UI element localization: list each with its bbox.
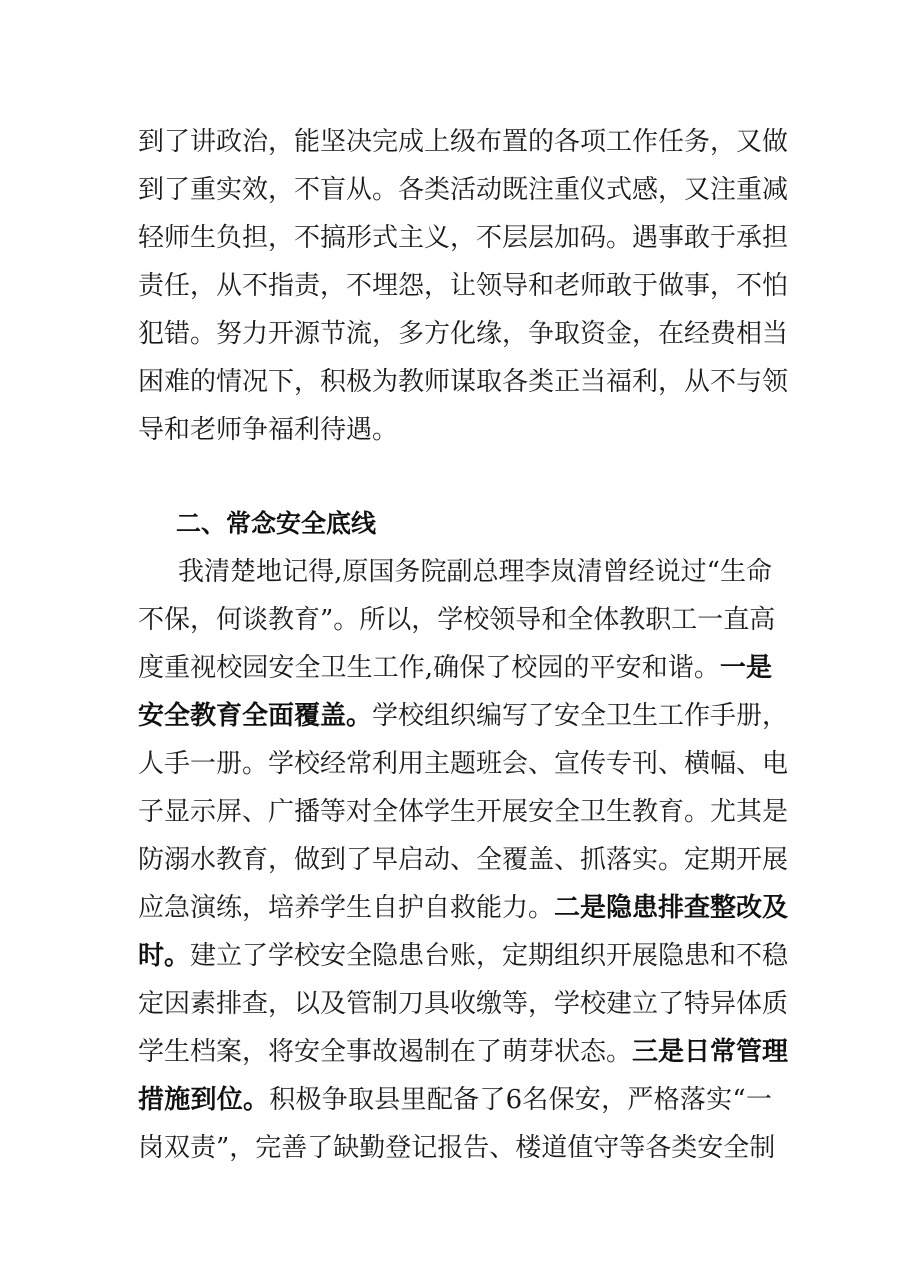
bold-keyword: 措施到位。 [138,1085,270,1115]
paragraph-line: 轻师生负担，不搞形式主义，不层层加码。遇事敢于承担 [138,223,789,253]
paragraph-line: 不保，何谈教育”。所以，学校领导和全体教职工一直高 [138,605,776,635]
paragraph-line: 困难的情况下，积极为教师谋取各类正当福利，从不与领 [138,367,789,397]
line-text: 度重视校园安全卫生工作,确保了校园的平安和谐。 [138,653,720,683]
line-text: 学校组织编写了安全卫生工作手册， [372,701,789,731]
bold-keyword: 一是 [719,653,772,683]
paragraph-line [138,644,772,692]
paragraph-line: 子显示屏、广播等对全体学生开展安全卫生教育。尤其是 [138,797,789,827]
line-text: 积极争取县里配备了6名保安，严格落实“一 [269,1085,772,1115]
paragraph-line [138,1076,772,1124]
paragraph-line [138,1028,789,1076]
bold-keyword: 二是隐患排查整改及 [554,893,789,923]
paragraph-line: 定因素排查，以及管制刀具收缴等，学校建立了特异体质 [138,989,789,1019]
paragraph-line: 到了讲政治，能坚决完成上级布置的各项工作任务，又做 [138,127,789,157]
paragraph-line: 责任，从不指责，不埋怨，让领导和老师敢于做事，不怕 [138,271,789,301]
line-text: 建立了学校安全隐患台账，定期组织开展隐患和不稳 [190,941,789,971]
paragraph-line [138,884,789,932]
bold-keyword: 三是日常管理 [632,1037,789,1067]
line-text: 学生档案，将安全事故遏制在了萌芽状态。 [138,1037,633,1067]
paragraph-line: 人手一册。学校经常利用主题班会、宣传专刊、横幅、电 [138,749,789,779]
paragraph-line: 岗双责”，完善了缺勤登记报告、楼道值守等各类安全制 [138,1133,776,1163]
paragraph-line [138,692,789,740]
line-text: 应急演练，培养学生自护自救能力。 [138,893,555,923]
bold-keyword: 安全教育全面覆盖。 [138,701,373,731]
paragraph-line: 到了重实效，不盲从。各类活动既注重仪式感，又注重减 [138,175,789,205]
paragraph-line: 我清楚地记得,原国务院副总理李岚清曾经说过“生命 [178,557,772,587]
paragraph-line: 防溺水教育，做到了早启动、全覆盖、抓落实。定期开展 [138,845,789,875]
paragraph-line [138,932,789,980]
bold-keyword: 时。 [138,941,191,971]
paragraph-line: 导和老师争福利待遇。 [138,415,399,445]
section-heading: 二、常念安全底线 [176,509,377,538]
paragraph-line: 犯错。努力开源节流，多方化缘，争取资金，在经费相当 [138,319,789,349]
